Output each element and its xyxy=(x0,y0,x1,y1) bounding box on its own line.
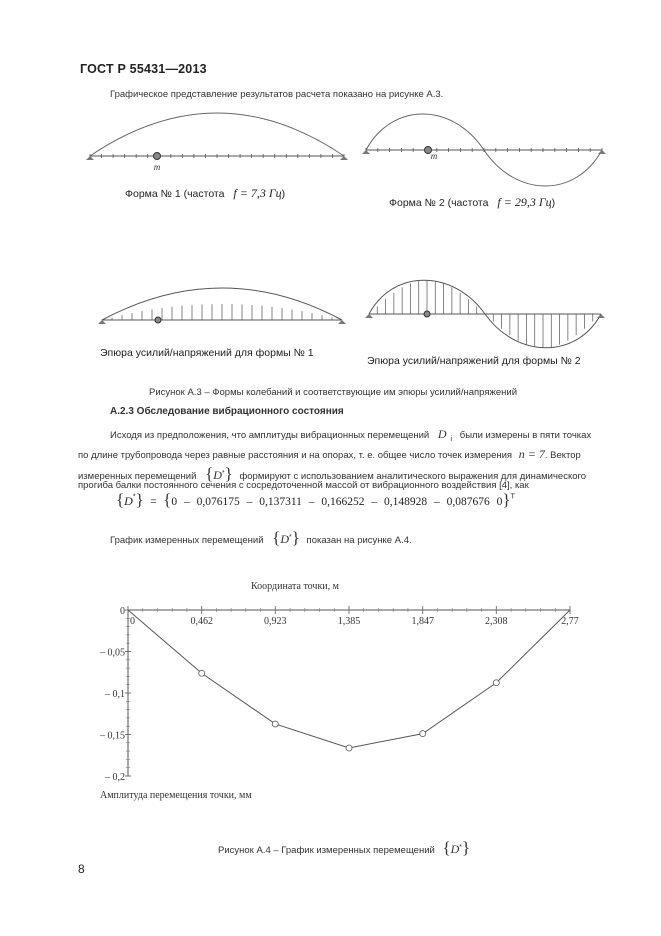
y-tick-label: 0 xyxy=(120,606,125,617)
data-point xyxy=(420,731,426,737)
figure-a4-caption: Рисунок А.4 – График измеренных перемещений {D*} xyxy=(218,838,471,857)
mode2-caption: Форма № 2 (частота f = 29,3 Гц) xyxy=(389,195,556,209)
data-point xyxy=(199,670,205,676)
displacement-vector-equation: {D*} = {0 – 0,076175 – 0,137311 – 0,166252 – 0,148928 – 0,087676 0}$^T$ xyxy=(116,490,515,509)
y-tick-label: – 0,1 xyxy=(105,689,125,700)
stress1-caption: Эпюра усилий/напряжений для формы № 1 xyxy=(100,347,314,359)
data-point xyxy=(493,680,499,686)
x-tick-label: 2,77 xyxy=(561,616,579,627)
x-tick-label: 0,923 xyxy=(264,616,287,627)
mass-label-2: m xyxy=(430,151,438,161)
x-tick-label: 1,385 xyxy=(337,616,361,627)
section-heading: А.2.3 Обследование вибрационного состояния xyxy=(110,406,344,417)
intro-text: Графическое представление результатов расчета показано на рисунке А.3. xyxy=(110,89,444,100)
mode1-caption: Форма № 1 (частота f = 7,3 Гц) xyxy=(125,186,286,200)
x-tick-label: 0,462 xyxy=(190,616,213,627)
x-tick-label: 2,308 xyxy=(485,616,508,627)
data-point xyxy=(346,745,352,751)
stress2-caption: Эпюра усилий/напряжений для формы № 2 xyxy=(367,355,581,367)
displacement-series-line xyxy=(128,610,570,748)
equation-values: 0 – 0,076175 – 0,137311 – 0,166252 – 0,148928 – 0,087676 0 xyxy=(171,496,503,508)
x-tick-label: 1,847 xyxy=(411,616,434,627)
paragraph-line-4: прогиба балки постоянного сечения с сосредоточенной массой от вибрационного воздействия [4], как xyxy=(78,480,529,491)
paragraph-line-1: Исходя из предположения, что амплитуды вибрационных перемещений D $_i$ были измерены в пяти точках xyxy=(110,427,592,443)
chart-y-title: Амплитуда перемещения точки, мм xyxy=(100,790,252,801)
document-header: ГОСТ Р 55431—2013 xyxy=(80,62,207,76)
chart-x-title: Координата точки, м xyxy=(251,581,339,592)
data-point xyxy=(272,721,278,727)
y-tick-label: – 0,15 xyxy=(100,730,125,742)
graph-reference-text: График измеренных перемещений {D*} показан на рисунке А.4. xyxy=(110,528,412,547)
page-number: 8 xyxy=(78,862,85,876)
x-tick-label: 0 xyxy=(130,616,135,627)
y-tick-label: – 0,05 xyxy=(100,647,125,659)
figure-a3-caption: Рисунок А.3 – Формы колебаний и соответствующие им эпюры усилий/напряжений xyxy=(149,387,517,398)
y-tick-label: – 0,2 xyxy=(105,772,125,783)
mass-label: m xyxy=(153,162,161,172)
paragraph-line-3: измеренных перемещений {D*} формируют с использованием аналитического выражения для динамического xyxy=(78,464,587,483)
paragraph-line-2: по длине трубопровода через равные расстояния и на опорах, т. е. общее число точек измерения n = 7. Вектор xyxy=(78,447,581,461)
